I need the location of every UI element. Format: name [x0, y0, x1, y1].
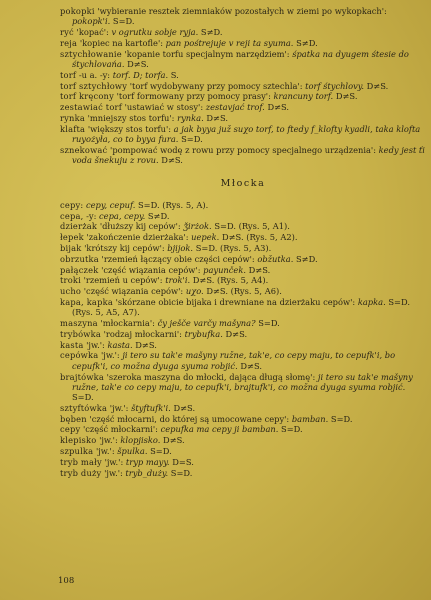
entry-headword: klepisko — [60, 435, 97, 446]
entry-example: klopjisko. — [120, 435, 161, 446]
entry-headword: bęben — [60, 413, 87, 424]
dictionary-entry — [60, 70, 426, 80]
entry-example: śpatka na dyugem śtesie do śtychlovańa. — [72, 48, 409, 69]
entry-headword: bijak — [60, 242, 82, 253]
entry-source: D≠S. (Rys. 5, A6). — [206, 286, 282, 297]
entry-headword: torf kręcony — [60, 91, 114, 102]
entry-headword: pałączek — [60, 264, 99, 275]
entry-definition: 'wybieranie resztek ziemniaków pozostałych w ziemi po wykopkach': — [97, 6, 387, 16]
entry-source: D≠S. — [163, 435, 185, 446]
dictionary-entry — [60, 457, 426, 467]
dictionary-entry — [60, 211, 426, 221]
entry-headword: kapa, kapka — [60, 296, 113, 307]
dictionary-entry — [60, 446, 426, 456]
entry-headword: klafta — [60, 123, 86, 134]
entry-example: a jak byya juž suχo torf, to ftedy f_klofty kyadli, taka klofta ruyożyła, co to byya fura. — [72, 123, 421, 145]
dictionary-entry — [60, 200, 426, 210]
entry-example: torf. D; torfa. — [112, 69, 169, 80]
entry-headword: pokopki — [60, 6, 95, 16]
dictionary-entry — [60, 254, 426, 264]
entry-source: D≠S. — [135, 339, 157, 350]
entry-example: krancuny torf. — [273, 91, 334, 102]
entry-definition: -y: — [86, 210, 97, 221]
entry-example: uepek. — [191, 232, 220, 243]
entries-column — [60, 6, 426, 478]
entry-example: obžutka. — [257, 253, 294, 264]
dictionary-entry — [60, 424, 426, 434]
entry-definition: 'część młocarni, do której są umocowane cepy': — [89, 413, 290, 424]
entry-definition: 'zakończenie dzierżaka': — [86, 232, 189, 243]
dictionary-entry — [60, 145, 426, 166]
dictionary-entry — [60, 38, 426, 48]
entry-source: S=D. — [72, 392, 94, 403]
dictionary-entry — [60, 329, 426, 339]
entry-example: špulka. — [117, 446, 148, 457]
entry-headword: kasta — [60, 339, 84, 350]
entry-definition: 'kopiec na kartofle': — [79, 37, 164, 48]
entry-source: D≠S. — [335, 91, 358, 102]
entry-source: D=S. — [172, 456, 194, 467]
entry-headword: sztyftówka — [60, 402, 108, 413]
entry-list-bottom — [60, 200, 426, 478]
entry-definition: 'część młockarni': — [83, 424, 158, 435]
entry-headword: sznekować — [60, 144, 108, 155]
dictionary-entry — [60, 403, 426, 413]
entry-definition: 'pompować wodę z rowu przy pomocy specjalnego urządzenia': — [110, 144, 376, 155]
entry-definition: 'mniejszy stos torfu': — [87, 112, 175, 123]
entry-definition: 'torf formowany przy pomocy prasy': — [116, 91, 271, 102]
entry-source: S=D. — [258, 318, 280, 329]
entry-definition: 'jw.': — [99, 435, 118, 446]
entry-example: ǯirżok. — [183, 221, 212, 232]
entry-definition: -u a. -y: — [78, 69, 111, 80]
entry-headword: troki — [60, 275, 81, 286]
entry-source: D≠S. — [225, 328, 248, 339]
entry-example: pokopk'i. — [72, 16, 111, 27]
entry-headword: cepy — [60, 424, 81, 435]
entry-headword: cepy: — [60, 199, 84, 210]
dictionary-entry — [60, 27, 426, 37]
dictionary-entry — [60, 49, 426, 70]
entry-example: trok'i. — [165, 275, 191, 286]
entry-definition: 'krótszy kij cepów': — [84, 242, 165, 253]
entry-definition: 'ustawiać w stosy': — [124, 102, 204, 113]
entry-example: ji tero su tak'e mašyny ružne, tak'e co cepy maju, to cepufk'i, brajtufk'i, co možna dyuga syuma robjić. — [72, 371, 413, 392]
entry-example: tryp mayy. — [125, 456, 170, 467]
entry-headword: maszyna — [60, 318, 98, 329]
entry-source: S=D. — [281, 424, 303, 435]
entry-source: S≠D. — [296, 37, 318, 48]
entry-headword: ucho — [60, 286, 82, 297]
entry-headword: dzierżak — [60, 221, 98, 232]
entry-headword: trybówka — [60, 328, 101, 339]
entry-definition: 'część wiązania cepów': — [101, 264, 201, 275]
entry-example: trybufka. — [184, 328, 223, 339]
entry-example: bjijok. — [167, 242, 194, 253]
dictionary-entry — [60, 286, 426, 296]
dictionary-entry — [60, 265, 426, 275]
entry-definition: 'jw.': — [104, 456, 124, 467]
entry-definition: 'młockarnia': — [100, 318, 155, 329]
entry-definition: 'jw.': — [95, 446, 115, 457]
entry-definition: 'rzemień u cepów': — [83, 275, 163, 286]
entry-source: S≠D. — [200, 27, 223, 38]
dictionary-entry — [60, 6, 426, 27]
dictionary-entry — [60, 297, 426, 318]
entry-source: D≠S. — [173, 402, 196, 413]
entry-list-top — [60, 6, 426, 165]
entry-source: D≠S. — [267, 102, 290, 113]
entry-example: cepa, cepy. — [99, 210, 146, 221]
entry-example: čy ješče varčy mašyna? — [157, 318, 256, 329]
entry-source: S=D. — [112, 16, 135, 27]
entry-headword: torf — [60, 69, 77, 80]
entry-definition: 'część wiązania cepów': — [83, 286, 184, 297]
entry-example: pan pośtrejuje v reji ta syuma. — [165, 37, 294, 48]
entry-headword: zestawiać torf — [60, 102, 122, 113]
entry-definition: 'kopanie torfu specjalnym narzędziem': — [124, 48, 290, 59]
dictionary-entry — [60, 243, 426, 253]
entry-source: D≠S. — [366, 80, 389, 91]
entry-definition: 'dłuższy kij cepów': — [99, 221, 181, 232]
entry-headword: sztychłowanie — [60, 48, 122, 59]
entry-headword: torf sztychłowy — [60, 80, 128, 91]
page-number: 108 — [58, 576, 75, 586]
dictionary-entry — [60, 102, 426, 112]
entry-example: kasta. — [107, 339, 133, 350]
entry-definition: 'kopać': — [76, 27, 109, 38]
dictionary-entry — [60, 221, 426, 231]
entry-definition: 'rodzaj młockarni': — [103, 328, 182, 339]
entry-source: D≠S. (Rys. 5, A2). — [221, 232, 298, 243]
entry-headword: brajtówka — [60, 371, 105, 382]
entry-definition: 'większy stos torfu': — [87, 123, 172, 134]
entry-definition: 'jw.': — [86, 339, 105, 350]
entry-source: S=D. (Rys. 5, A3). — [195, 242, 272, 253]
dictionary-entry — [60, 232, 426, 242]
dictionary-entry — [60, 275, 426, 285]
entry-example: torf śtychlovy. — [305, 80, 364, 91]
entry-source: D≠S. (Rys. 5, A4). — [192, 275, 269, 286]
dictionary-entry — [60, 91, 426, 101]
entry-source: S=D. (Rys. 5, A). — [138, 199, 209, 210]
entry-example: rynka. — [177, 112, 204, 123]
entry-source: S=D. (Rys. 5, A5, A7). — [72, 296, 410, 318]
entry-source: D≠S. — [161, 155, 183, 166]
entry-example: v ogrutku sobje ryja. — [111, 27, 199, 38]
entry-source: S=D. — [181, 134, 203, 145]
entry-headword: cepa, — [60, 210, 84, 221]
entry-headword: obrzutka — [60, 253, 99, 264]
entry-definition: 'skórzane obicie bijaka i drewniane na dzierżaku cepów': — [115, 296, 356, 307]
dictionary-entry — [60, 113, 426, 123]
entry-source: D≠S. — [248, 264, 271, 275]
entry-source: S=D. (Rys. 5, A1). — [214, 221, 290, 232]
entry-source: D≠S. — [127, 58, 149, 69]
entry-source: D≠S. — [206, 112, 229, 123]
entry-example: štyftufk'i. — [131, 402, 171, 413]
entry-example: zestavjać trof. — [205, 102, 265, 113]
entry-example: kapka. — [357, 296, 386, 307]
entry-definition: 'szeroka maszyna do młocki, dająca długą słomę': — [106, 371, 316, 382]
dictionary-entry — [60, 340, 426, 350]
section-title: Młocka — [220, 178, 266, 190]
entry-example: bamban. — [291, 413, 329, 424]
dictionary-entry — [60, 435, 426, 445]
dictionary-entry — [60, 350, 426, 371]
entry-headword: ryć — [60, 27, 74, 38]
dictionary-entry — [60, 124, 426, 145]
entry-example: ji tero su tak'e mašyny ružne, tak'e, co cepy maju, to cepufk'i, bo cepufk'i, co možna dyuga syuma robjić. — [72, 350, 396, 371]
entry-headword: szpulka — [60, 446, 94, 457]
entry-example: uχo. — [185, 286, 204, 297]
entry-headword: reja — [60, 37, 78, 48]
entry-source: D≠S. — [240, 360, 263, 371]
entry-definition: 'jw.': — [100, 350, 120, 361]
entry-headword: cepówka — [60, 350, 99, 361]
entry-source: S. — [170, 69, 179, 80]
entry-definition: 'rzemień łączący obie części cepów': — [101, 253, 255, 264]
entry-definition: 'jw.': — [109, 402, 129, 413]
entry-source: S≠D. — [147, 210, 170, 221]
entry-source: S=D. — [170, 467, 193, 478]
dictionary-entry — [60, 81, 426, 91]
entry-source: S=D. — [150, 446, 172, 457]
entry-example: payunček. — [203, 264, 246, 275]
entry-headword: łepek — [60, 232, 84, 243]
entry-source: S≠D. — [295, 253, 318, 264]
entry-example: cepy, cepuf. — [86, 199, 136, 210]
entry-example: kedy jest ťi voda šnekuju z rovu. — [72, 144, 425, 166]
dictionary-entry — [60, 318, 426, 328]
entry-headword: tryb duży — [60, 467, 102, 478]
dictionary-entry — [60, 468, 426, 478]
entry-headword: tryb mały — [60, 456, 102, 467]
entry-example: cepufka ma cepy ji bamban. — [160, 424, 279, 435]
entry-source: S=D. — [330, 413, 353, 424]
dictionary-entry — [60, 372, 426, 403]
entry-definition: 'jw.': — [104, 467, 123, 478]
dictionary-entry — [60, 414, 426, 424]
entry-example: tryb_duży. — [125, 467, 169, 478]
entry-definition: 'torf wydobywany przy pomocy sztechla': — [129, 80, 303, 91]
entry-headword: rynka — [60, 112, 85, 123]
